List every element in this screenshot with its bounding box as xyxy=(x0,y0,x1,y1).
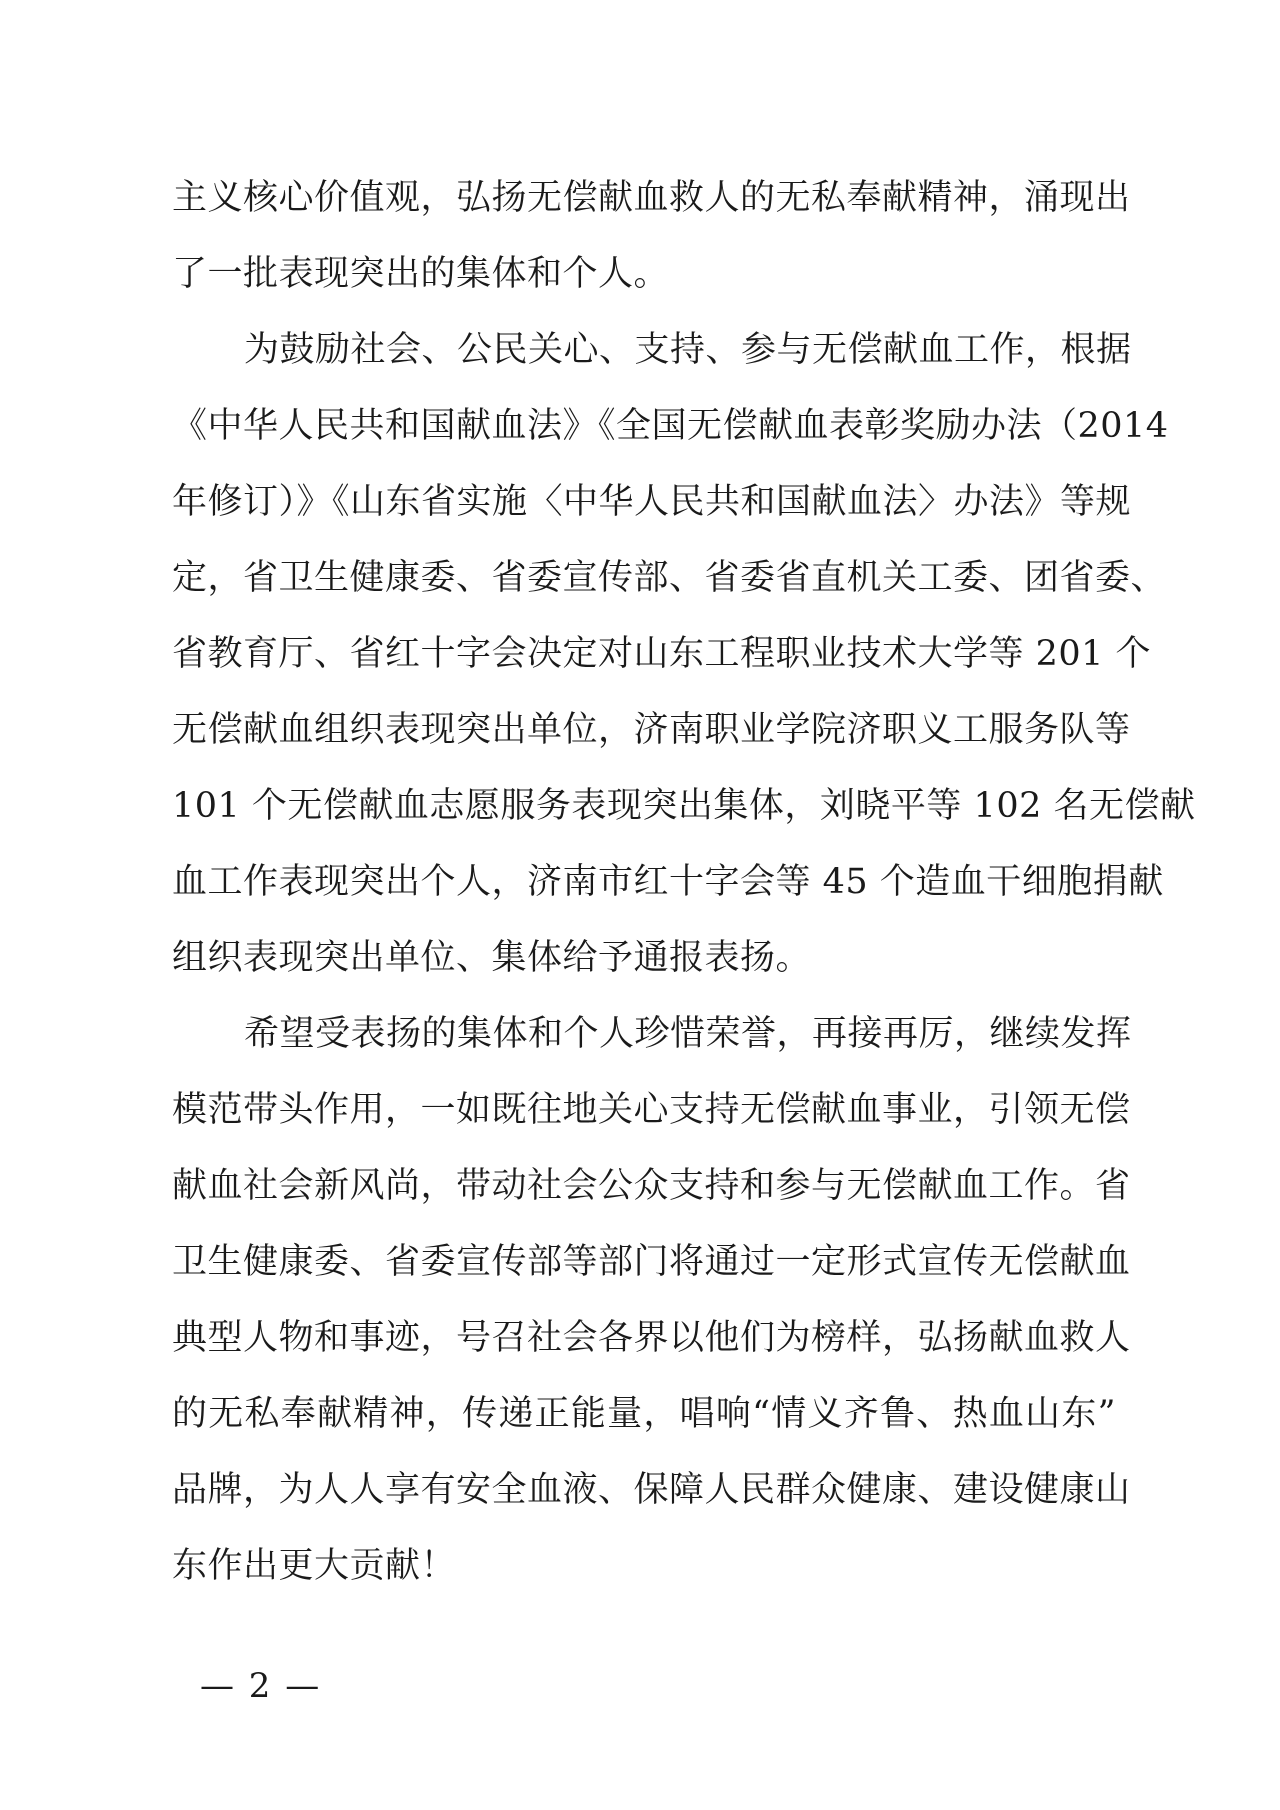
paragraph-3-line-4: 卫生健康委、省委宣传部等部门将通过一定形式宣传无偿献血 xyxy=(172,1242,1131,1282)
paragraph-2-line-1: 为鼓励社会、公民关心、支持、参与无偿献血工作，根据 xyxy=(244,330,1132,370)
paragraph-2-line-7: 101 个无偿献血志愿服务表现突出集体，刘晓平等 102 名无偿献 xyxy=(172,786,1196,826)
paragraph-3-line-6: 的无私奉献精神，传递正能量，唱响“情义齐鲁、热血山东” xyxy=(172,1394,1116,1434)
paragraph-1-line-1: 主义核心价值观，弘扬无偿献血救人的无私奉献精神，涌现出 xyxy=(172,178,1131,218)
paragraph-2-line-2: 《中华人民共和国献血法》《全国无偿献血表彰奖励办法（2014 xyxy=(172,406,1169,446)
paragraph-2-line-4: 定，省卫生健康委、省委宣传部、省委省直机关工委、团省委、 xyxy=(172,558,1167,598)
paragraph-3-line-8: 东作出更大贡献！ xyxy=(172,1546,457,1586)
paragraph-2-line-5: 省教育厅、省红十字会决定对山东工程职业技术大学等 201 个 xyxy=(172,634,1152,674)
page-number: — 2 — xyxy=(200,1666,322,1706)
paragraph-1-line-2: 了一批表现突出的集体和个人。 xyxy=(172,254,670,294)
paragraph-2-line-8: 血工作表现突出个人，济南市红十字会等 45 个造血干细胞捐献 xyxy=(172,862,1164,902)
paragraph-3-line-7: 品牌，为人人享有安全血液、保障人民群众健康、建设健康山 xyxy=(172,1470,1131,1510)
paragraph-3-line-3: 献血社会新风尚，带动社会公众支持和参与无偿献血工作。省 xyxy=(172,1166,1131,1206)
paragraph-2-line-9: 组织表现突出单位、集体给予通报表扬。 xyxy=(172,938,812,978)
document-body xyxy=(172,160,1196,1604)
paragraph-3-line-2: 模范带头作用，一如既往地关心支持无偿献血事业，引领无偿 xyxy=(172,1090,1131,1130)
paragraph-3-line-1: 希望受表扬的集体和个人珍惜荣誉，再接再厉，继续发挥 xyxy=(244,1014,1132,1054)
paragraph-2-line-6: 无偿献血组织表现突出单位，济南职业学院济职义工服务队等 xyxy=(172,710,1131,750)
paragraph-3-line-5: 典型人物和事迹，号召社会各界以他们为榜样，弘扬献血救人 xyxy=(172,1318,1131,1358)
paragraph-2-line-3: 年修订）》《山东省实施〈中华人民共和国献血法〉办法》等规 xyxy=(172,482,1132,522)
